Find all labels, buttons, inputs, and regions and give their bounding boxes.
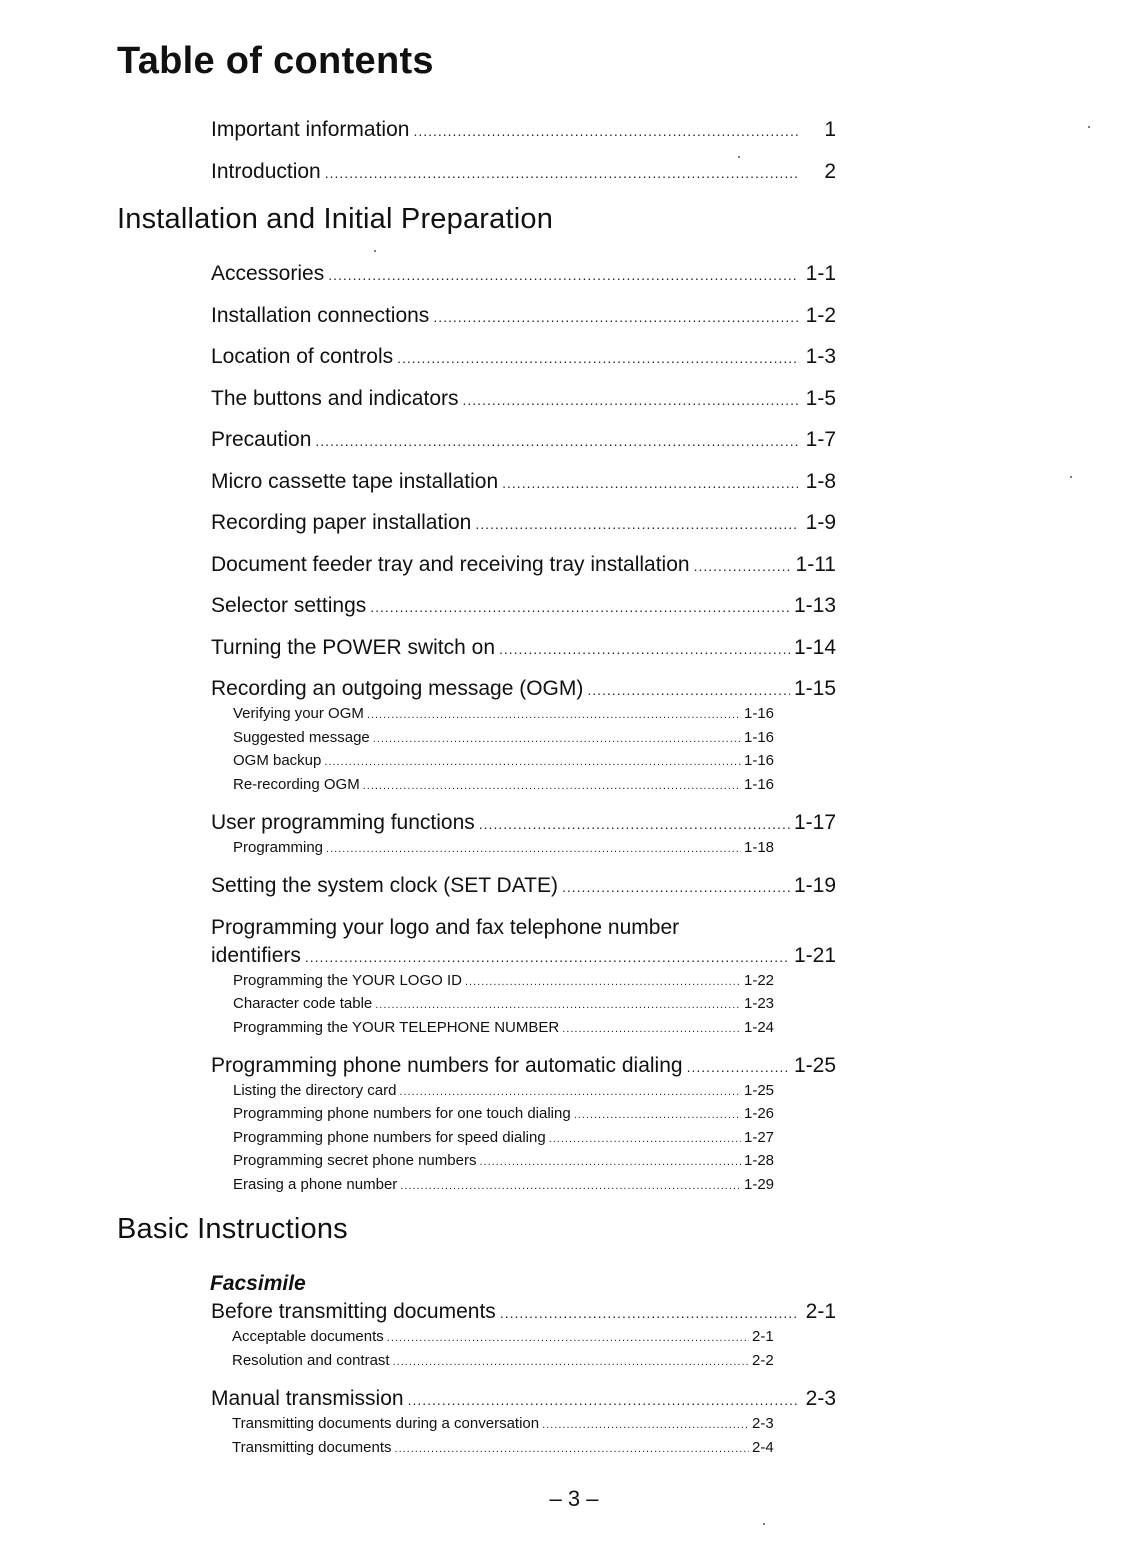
toc-entry-label: The buttons and indicators: [211, 387, 459, 410]
toc-subentry[interactable]: [233, 705, 780, 722]
dot-leader: [475, 516, 798, 532]
dot-leader: [562, 1023, 741, 1035]
toc-entry-label: Installation connections: [211, 304, 430, 327]
subsection-heading: Facsimile: [210, 1272, 306, 1295]
toc-subentry[interactable]: [233, 752, 780, 769]
toc-subentry-page: 2-1: [752, 1328, 774, 1345]
toc-entry[interactable]: [211, 636, 836, 660]
toc-subentry-label: Erasing a phone number: [233, 1176, 398, 1193]
toc-subentry-label: Re-recording OGM: [233, 776, 360, 793]
toc-entry-label: Setting the system clock (SET DATE): [211, 874, 558, 897]
toc-entry-label: Selector settings: [211, 594, 367, 617]
dot-leader: [408, 1392, 798, 1408]
toc-entry-label: Introduction: [211, 160, 321, 183]
toc-subentry-label: Programming secret phone numbers: [233, 1152, 477, 1169]
toc-subentry-label: Programming the YOUR LOGO ID: [233, 972, 462, 989]
toc-subentry-page: 1-18: [744, 839, 775, 856]
toc-entry[interactable]: [211, 428, 836, 452]
toc-entry-label: Important information: [211, 118, 410, 141]
dot-leader: [315, 433, 798, 449]
toc-subentry-page: 1-23: [744, 995, 775, 1012]
toc-subentry-page: 1-29: [744, 1176, 775, 1193]
toc-entry-label: Location of controls: [211, 345, 394, 368]
toc-entry-page: 1-11: [795, 553, 836, 576]
toc-subentry-label: Transmitting documents: [232, 1439, 392, 1456]
toc-entry[interactable]: [211, 553, 836, 577]
dot-leader: [687, 1059, 790, 1075]
toc-entry[interactable]: [211, 594, 836, 618]
section-heading: Basic Instructions: [117, 1213, 348, 1245]
toc-entry[interactable]: [211, 345, 836, 369]
dot-leader: [479, 1156, 741, 1168]
toc-entry-page: 1-19: [793, 874, 836, 897]
toc-entry-label: Accessories: [211, 262, 325, 285]
toc-entry[interactable]: [211, 511, 836, 535]
toc-subentry[interactable]: [232, 1328, 780, 1345]
toc-entry-label: identifiers: [211, 944, 301, 967]
toc-entry-label: User programming functions: [211, 811, 475, 834]
dot-leader: [587, 682, 790, 698]
toc-entry-label: Precaution: [211, 428, 312, 451]
toc-subentry[interactable]: [232, 1352, 780, 1369]
dot-leader: [305, 949, 790, 965]
toc-entry-page: 1: [824, 118, 836, 141]
toc-subentry-label: Verifying your OGM: [233, 705, 364, 722]
toc-entry[interactable]: [211, 874, 836, 898]
dot-leader: [549, 1133, 741, 1145]
toc-subentry[interactable]: [233, 1019, 780, 1036]
dot-leader: [395, 1443, 749, 1455]
toc-subentry-page: 1-16: [744, 705, 775, 722]
toc-subentry[interactable]: [233, 1176, 780, 1193]
toc-entry-page: 2: [824, 160, 836, 183]
toc-subentry[interactable]: [233, 729, 780, 746]
toc-entry-page: 2-1: [805, 1300, 836, 1323]
dot-leader: [562, 879, 790, 895]
toc-entry-page: 1-25: [793, 1054, 836, 1077]
toc-subentry[interactable]: [233, 1129, 780, 1146]
dot-leader: [463, 392, 799, 408]
toc-entry-label: Manual transmission: [211, 1387, 404, 1410]
dot-leader: [433, 309, 798, 325]
toc-entry[interactable]: [211, 1300, 836, 1324]
toc-subentry-page: 1-27: [744, 1129, 775, 1146]
dot-leader: [574, 1109, 741, 1121]
dot-leader: [370, 599, 790, 615]
dot-leader: [326, 843, 741, 855]
dot-leader: [324, 756, 741, 768]
dot-leader: [375, 999, 741, 1011]
toc-subentry-label: Character code table: [233, 995, 373, 1012]
toc-subentry-label: OGM backup: [233, 752, 322, 769]
toc-subentry-page: 1-24: [744, 1019, 775, 1036]
toc-entry[interactable]: [211, 304, 836, 328]
toc-entry[interactable]: [211, 470, 836, 494]
toc-entry-label: Turning the POWER switch on: [211, 636, 495, 659]
toc-entry-label: Before transmitting documents: [211, 1300, 496, 1323]
toc-subentry[interactable]: [233, 1152, 780, 1169]
toc-subentry[interactable]: [233, 1105, 780, 1122]
toc-subentry[interactable]: [233, 776, 780, 793]
toc-subentry-label: Suggested message: [233, 729, 370, 746]
toc-entry[interactable]: [211, 677, 836, 701]
dot-leader: [363, 780, 741, 792]
toc-subentry-label: Programming phone numbers for speed dialing: [233, 1129, 546, 1146]
dot-leader: [399, 1086, 741, 1098]
toc-subentry[interactable]: [232, 1415, 780, 1432]
toc-entry-page: 1-3: [805, 345, 836, 368]
dot-leader: [400, 1180, 741, 1192]
toc-entry-page: 2-3: [805, 1387, 836, 1410]
toc-entry-page: 1-15: [793, 677, 836, 700]
scan-speck: [763, 1523, 765, 1525]
toc-entry[interactable]: [211, 811, 836, 835]
dot-leader: [465, 976, 741, 988]
toc-subentry-page: 1-26: [744, 1105, 775, 1122]
scan-speck: [1070, 476, 1072, 478]
page-number: – 3 –: [549, 1486, 599, 1511]
toc-entry[interactable]: [211, 944, 836, 968]
toc-entry-page: 1-8: [805, 470, 836, 493]
dot-leader: [367, 709, 741, 721]
toc-entry-label: Programming phone numbers for automatic dialing: [211, 1054, 683, 1077]
toc-subentry-label: Resolution and contrast: [232, 1352, 390, 1369]
toc-entry-page: 1-5: [805, 387, 836, 410]
dot-leader: [694, 558, 792, 574]
scan-speck: [1088, 126, 1090, 128]
dot-leader: [413, 123, 798, 139]
toc-entry-page: 1-2: [805, 304, 836, 327]
toc-entry-label: Recording paper installation: [211, 511, 472, 534]
toc-entry[interactable]: [211, 262, 836, 286]
dot-leader: [373, 733, 741, 745]
toc-subentry-page: 2-2: [752, 1352, 774, 1369]
dot-leader: [479, 816, 790, 832]
toc-subentry-page: 1-16: [744, 752, 775, 769]
toc-entry[interactable]: [211, 118, 836, 142]
toc-subentry[interactable]: [233, 972, 780, 989]
toc-subentry[interactable]: [233, 1082, 780, 1099]
toc-subentry[interactable]: [232, 1439, 780, 1456]
toc-entry-page: 1-14: [793, 636, 836, 659]
toc-entry[interactable]: [211, 160, 836, 184]
toc-subentry-label: Programming phone numbers for one touch dialing: [233, 1105, 571, 1122]
toc-entry-page: 1-17: [793, 811, 836, 834]
toc-subentry-label: Programming: [233, 839, 324, 856]
toc-subentry-page: 1-16: [744, 776, 775, 793]
scan-speck: [738, 156, 740, 158]
toc-entry-label: Micro cassette tape installation: [211, 470, 499, 493]
toc-entry-page: 1-21: [793, 944, 836, 967]
toc-entry[interactable]: [211, 1054, 836, 1078]
dot-leader: [499, 641, 790, 657]
toc-entry[interactable]: [211, 387, 836, 411]
toc-subentry-page: 1-28: [744, 1152, 775, 1169]
dot-leader: [542, 1419, 749, 1431]
section-heading: Installation and Initial Preparation: [117, 203, 554, 235]
toc-entry[interactable]: [211, 1387, 836, 1411]
toc-entry-page: 1-9: [805, 511, 836, 534]
toc-subentry[interactable]: [233, 995, 780, 1012]
dot-leader: [328, 267, 798, 283]
toc-subentry-page: 1-22: [744, 972, 775, 989]
dot-leader: [325, 165, 798, 181]
toc-subentry-page: 2-4: [752, 1439, 774, 1456]
toc-entry-label: Document feeder tray and receiving tray installation: [211, 553, 690, 576]
toc-subentry-page: 1-16: [744, 729, 775, 746]
dot-leader: [397, 350, 798, 366]
toc-entry-page: 1-1: [805, 262, 836, 285]
toc-subentry-page: 1-25: [744, 1082, 775, 1099]
toc-entry-page: 1-13: [793, 594, 836, 617]
toc-entry-page: 1-7: [805, 428, 836, 451]
toc-subentry-label: Programming the YOUR TELEPHONE NUMBER: [233, 1019, 560, 1036]
toc-subentry-label: Transmitting documents during a conversation: [232, 1415, 540, 1432]
dot-leader: [387, 1332, 749, 1344]
dot-leader: [502, 475, 798, 491]
dot-leader: [393, 1356, 749, 1368]
toc-subentry-label: Listing the directory card: [233, 1082, 397, 1099]
toc-subentry-page: 2-3: [752, 1415, 774, 1432]
toc-subentry[interactable]: [233, 839, 780, 856]
toc-subentry-label: Acceptable documents: [232, 1328, 384, 1345]
dot-leader: [500, 1305, 798, 1321]
page-title: Table of contents: [117, 40, 434, 82]
scan-speck: [374, 250, 376, 252]
toc-entry-label-line1: Programming your logo and fax telephone number: [211, 916, 680, 939]
toc-entry-label: Recording an outgoing message (OGM): [211, 677, 584, 700]
